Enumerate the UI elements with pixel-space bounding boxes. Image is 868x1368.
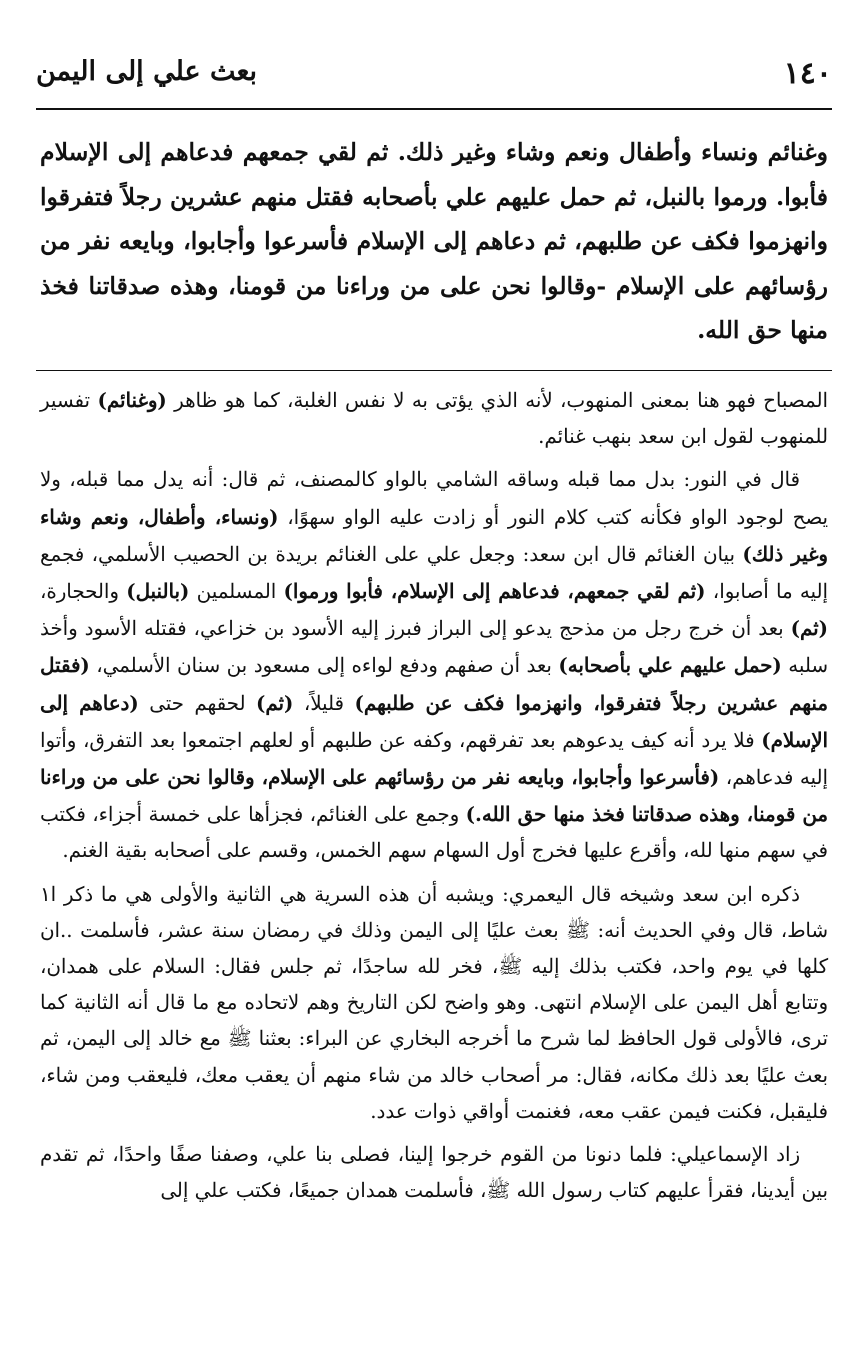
quoted-phrase: (ثم) [255,690,294,715]
quoted-phrase: (وغنائم) [97,388,167,412]
footnote-separator [36,370,832,371]
quoted-phrase: (فأسرعوا وأجابوا، وبايعه نفر من رؤسائهم على الإسلام، وقالوا نحن على من وراءنا من قومنا، وهذه صدقاتنا فخذ منها حق الله.) [40,765,828,827]
page-header [36,52,832,102]
footnotes [40,382,828,1216]
footnote-text: فلا يرد أنه كيف يدعوهم بعد تفرقهم، وكفه عن طلبهم أو لعلهم اجتمعوا بعد التفرق، وأتوا إليه فدعاهم، [40,728,828,790]
page-number: ١٤٠ [783,56,832,91]
footnote-text: قليلاً، [293,691,355,715]
footnote-text: لحقهم حتى [138,691,256,715]
footnote-text: تفسير للمنهوب لقول ابن سعد بنهب غنائم. [40,389,828,449]
footnote-text: المصباح فهو هنا بمعنى المنهوب، لأنه الذي يؤتى به لا نفس الغلبة، كما هو ظاهر [166,389,828,412]
footnote-text: بيان الغنائم قال ابن سعد: وجعل علي على الغنائم بريدة بن الحصيب الأسلمي، فجمع إليه ما أصابوا، [40,542,828,604]
quoted-phrase: (ثم لقي جمعهم، فدعاهم إلى الإسلام، فأبوا ورموا) [283,579,706,604]
footnote-paragraph: زاد الإسماعيلي: فلما دنونا من القوم خرجوا إلينا، فصلى بنا علي، وصفنا صفًا واحدًا، ثم تقدم بين أيدينا، فقرأ عليهم كتاب رسول الله ﷺ، فأسلمت همدان جميعًا، فكتب علي إلى [40,1143,828,1203]
quoted-phrase: (حمل عليهم علي بأصحابه) [558,653,782,678]
quoted-phrase: (دعاهم إلى الإسلام) [40,690,828,752]
footnote-text: قال في النور: بدل مما قبله وساقه الشامي بالواو كالمصنف، ثم قال: أنه يدل مما قبله، ولا يصح لوجود الواو فكأنه كتب كلام النور أو زادت عليه الواو سهوًا، [40,468,828,529]
footnote-text: بعد أن خرج رجل من مذحج يدعو إلى البراز فبرز إليه الأسود بن خزاعي، فقتله الأسود وأخذ سلبه [40,617,828,678]
footnote-paragraph [40,462,828,869]
footnote-text: والحجارة، [40,580,127,604]
footnote-text: المسلمين [189,580,284,604]
footnote-text: بعد أن صفهم ودفع لواءه إلى مسعود بن سنان الأسلمي، [89,654,559,678]
quoted-phrase: (فقتل منهم عشرين رجلاً فتفرقوا، وانهزموا فكف عن طلبهم) [40,653,828,715]
quoted-phrase: (ونساء، وأطفال، ونعم وشاء وغير ذلك) [40,504,828,566]
header-rule [36,108,832,110]
quoted-phrase: (ثم) [790,616,828,641]
main-text: وغنائم ونساء وأطفال ونعم وشاء وغير ذلك. ثم لقي جمعهم فدعاهم إلى الإسلام فأبوا. ورموا بالنبل، ثم حمل عليهم علي بأصحابه فقتل منهم عشرين رجلاً فتفرقوا وانهزموا فكف عن طلبهم، ثم دعاهم إلى الإسلام فأسرعوا وأجابوا، وبايعه نفر من رؤسائهم على الإسلام -وقالوا نحن على من وراءنا من قومنا، وهذه صدقاتنا فخذ منها حق الله. [40,138,828,344]
running-title: بعث علي إلى اليمن [36,56,258,87]
quoted-phrase: (بالنبل) [126,579,190,604]
footnote-text: وجمع على الغنائم، فجزأها على خمسة أجزاء، فكتب في سهم منها لله، وأقرع عليها فخرج أول السهام سهم الخمس، وقسم على أصحابه بقية الغنم. [40,803,828,863]
footnote-paragraph [40,382,828,455]
footnote-paragraph: ذكره ابن سعد وشيخه قال اليعمري: ويشبه أن هذه السرية هي الثانية والأولى هي ما ذكر ا١ شاط، قال وفي الحديث أنه: ﷺ بعث عليًا إلى اليمن وذلك في رمضان سنة عشر، فأسلمت ..ان كلها في يوم واحد، فكتب بذلك إليه ﷺ، فخر لله ساجدًا، ثم جلس فقال: السلام على همدان، وتتابع أهل اليمن على الإسلام انتهى. وهو واضح لكن التاريخ وهم لاتحاده مع ما قال أنه الثانية كما ترى، فالأولى قول الحافظ لما شرح ما أخرجه البخاري عن البراء: بعثنا ﷺ مع خالد إلى اليمن، ثم بعث عليًا بعد ذلك مكانه، فقال: مر أصحاب خالد من شاء منهم أن يعقب معك، فليعقب ومن شاء، فليقبل، فكنت فيمن عقب معه، فغنمت أواقي ذوات عدد. [40,882,828,1123]
